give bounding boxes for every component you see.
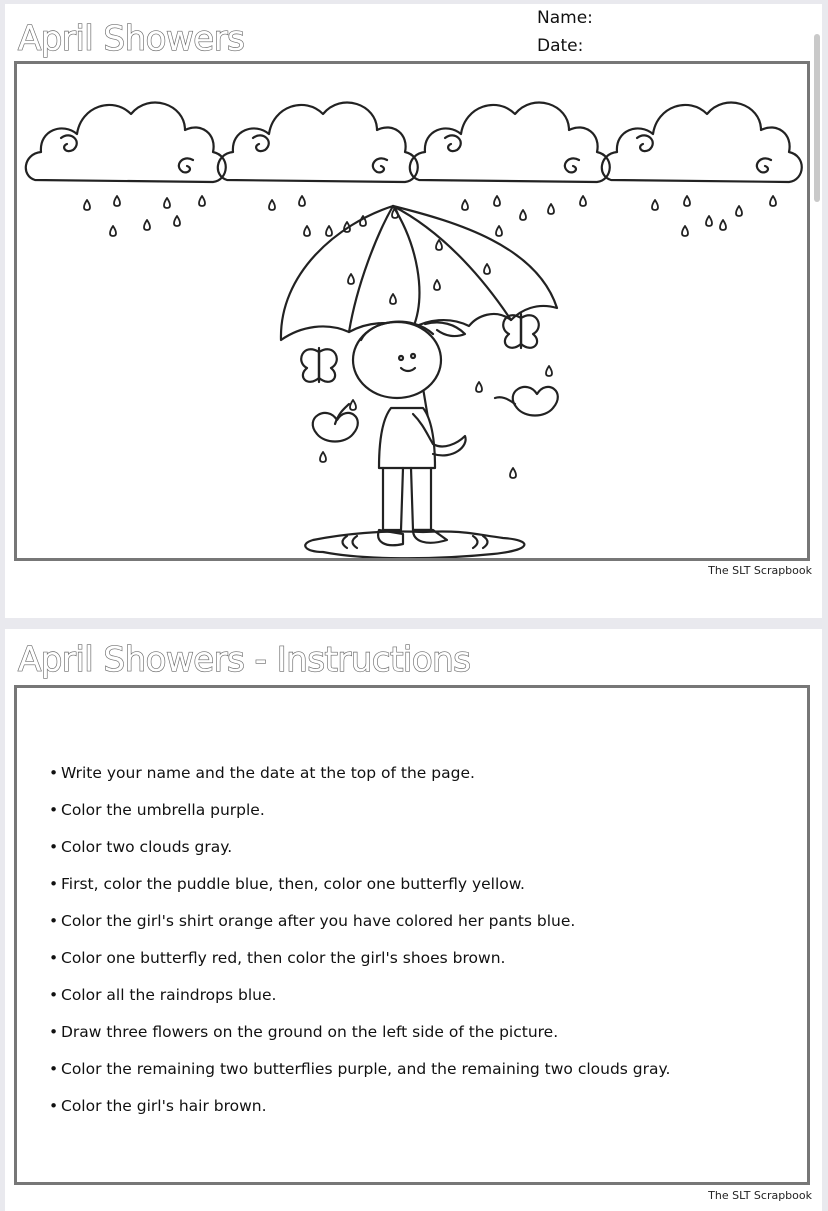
- cloud-4: [602, 103, 802, 182]
- instruction-item: • Color the girl's hair brown.: [49, 1097, 267, 1115]
- instruction-item: • Color two clouds gray.: [49, 838, 233, 856]
- coloring-picture-frame: [14, 61, 810, 561]
- credit-text: The SLT Scrapbook: [708, 564, 812, 577]
- instructions-title: April Showers - Instructions: [18, 640, 471, 680]
- bullet-icon: •: [49, 949, 59, 967]
- instructions-page: [5, 629, 822, 1211]
- date-label: Date:: [537, 36, 584, 56]
- worksheet-title: April Showers: [18, 19, 245, 59]
- instruction-item: • Color all the raindrops blue.: [49, 986, 277, 1004]
- instruction-item: • Color the remaining two butterflies purple, and the remaining two clouds gray.: [49, 1060, 671, 1078]
- scrollbar[interactable]: [814, 34, 820, 202]
- bullet-icon: •: [49, 1060, 59, 1078]
- butterfly-4: [495, 387, 558, 416]
- coloring-illustration: [17, 64, 807, 558]
- cloud-2: [218, 103, 418, 182]
- bullet-icon: •: [49, 764, 59, 782]
- cloud-1: [26, 103, 226, 182]
- instruction-item: • Color the umbrella purple.: [49, 801, 265, 819]
- bullet-icon: •: [49, 875, 59, 893]
- instruction-item: • Draw three flowers on the ground on the left side of the picture.: [49, 1023, 559, 1041]
- instructions-frame: [14, 685, 810, 1185]
- worksheet-page: [5, 4, 822, 618]
- girl: [353, 322, 466, 546]
- cloud-3: [410, 103, 610, 182]
- instruction-item: • Color one butterfly red, then color the girl's shoes brown.: [49, 949, 506, 967]
- bullet-icon: •: [49, 912, 59, 930]
- instruction-item: • Write your name and the date at the top of the page.: [49, 764, 475, 782]
- instructions-list: [49, 764, 670, 1134]
- bullet-icon: •: [49, 1023, 59, 1041]
- bullet-icon: •: [49, 1097, 59, 1115]
- credit-text: The SLT Scrapbook: [708, 1189, 812, 1202]
- instruction-item: • First, color the puddle blue, then, color one butterfly yellow.: [49, 875, 525, 893]
- name-label: Name:: [537, 8, 593, 28]
- bullet-icon: •: [49, 986, 59, 1004]
- butterfly-1: [301, 348, 337, 382]
- bullet-icon: •: [49, 801, 59, 819]
- instruction-item: • Color the girl's shirt orange after you have colored her pants blue.: [49, 912, 576, 930]
- bullet-icon: •: [49, 838, 59, 856]
